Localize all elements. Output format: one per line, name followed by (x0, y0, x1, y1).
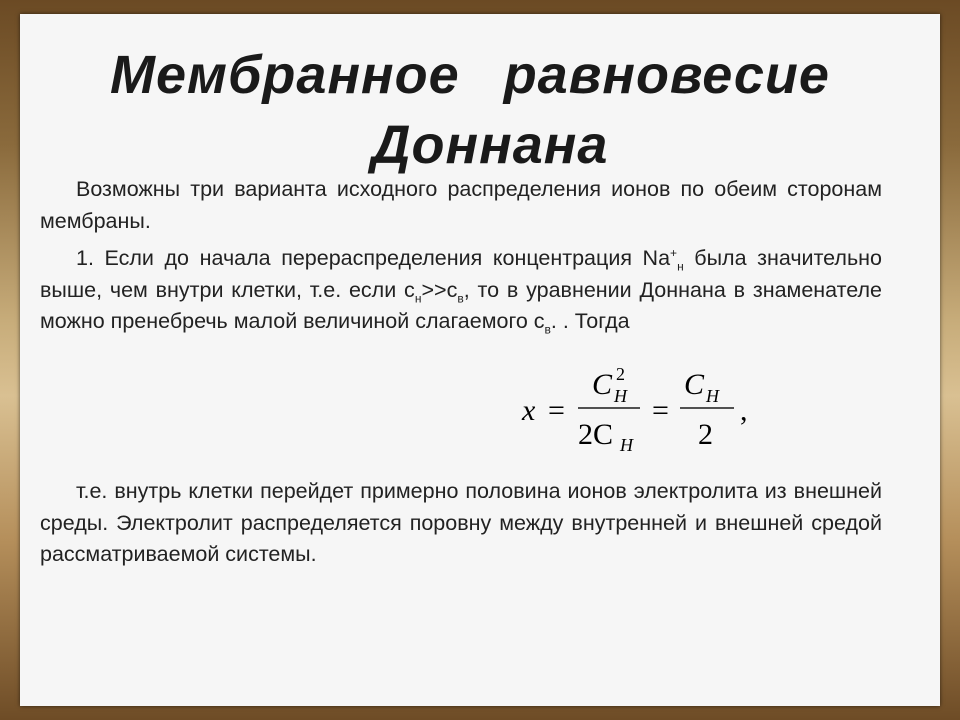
p2-text-b: была значительно выше, чем внутри клетки, т.е. если с (40, 246, 882, 302)
title-line-1: Мембранное равновесие (110, 45, 830, 105)
p2-sub-3: в (457, 290, 464, 305)
formula-svg (500, 356, 760, 456)
formula-tail: , (740, 394, 748, 427)
formula-lhs: x (522, 394, 536, 427)
p2-text-c: >>с (421, 277, 458, 302)
formula-num2-sub: H (706, 386, 719, 406)
paragraph-intro: Возможны три варианта исходного распределения ионов по обеим сторонам мембраны. (40, 177, 882, 233)
slide (20, 14, 940, 706)
body-text (40, 174, 882, 338)
p2-sub-2: н (414, 290, 422, 305)
formula-den1-sub: H (620, 435, 633, 455)
formula-num1-sup: 2 (616, 364, 625, 384)
formula-den1: 2C (578, 418, 614, 451)
formula-num1-sub: H (614, 386, 627, 406)
p2-sub-1: н (677, 259, 684, 274)
title-line-2: Доннана (371, 115, 609, 175)
formula-num2: C (684, 368, 705, 401)
p2-text-a: 1. Если до начала перераспределения концентрация Na (76, 246, 671, 270)
donnan-formula (500, 356, 760, 464)
conclusion-text (40, 476, 882, 571)
formula-num1: C (592, 368, 613, 401)
p2-text-e: . . Тогда (550, 309, 630, 333)
p2-sub-4: в (544, 322, 551, 337)
p2-sup: + (670, 245, 678, 260)
formula-eq-2: = (652, 394, 669, 427)
slide-title (20, 40, 940, 180)
formula-eq-1: = (548, 394, 565, 427)
paragraph-conclusion: т.е. внутрь клетки перейдет примерно половина ионов электролита из внешней среды. Электролит распределяется поровну между внутренней и внешней средой рассматриваемой системы. (40, 479, 882, 566)
formula-den2: 2 (698, 418, 713, 451)
p2-text-d: , то в уравнении Доннана в знаменателе можно пренебречь малой величиной слагаемого с (40, 277, 882, 333)
paragraph-case-1 (40, 243, 882, 338)
